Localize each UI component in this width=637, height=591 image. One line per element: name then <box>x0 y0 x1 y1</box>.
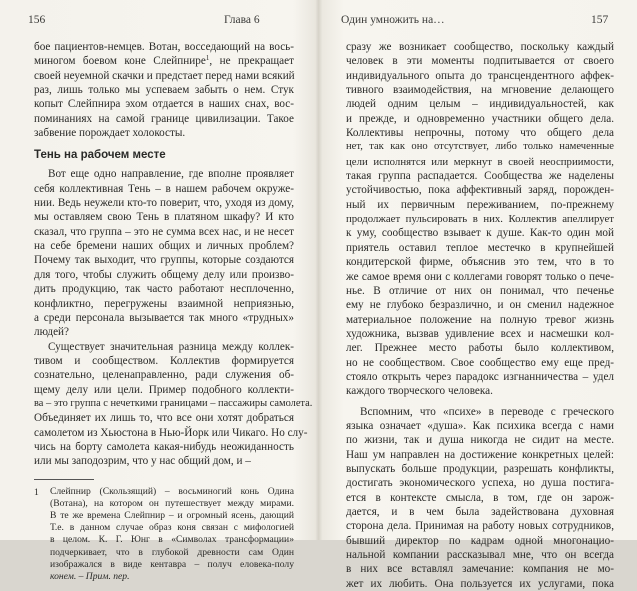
text-line: выпускать больше продукции, разрешать конфликты, <box>346 462 614 475</box>
text-line: а среди персонала вызывается так много «трудных» <box>34 311 294 324</box>
text-line: мы оставляем свою Тень в платяном шкафу? И кто <box>34 211 294 224</box>
footnote <box>34 486 294 584</box>
text-line: же самое время они с коллегами говорят только о пече- <box>346 270 614 283</box>
text-line: или мы заподозрим, что у нас общий дом, и – <box>34 455 251 468</box>
footnote-line: Слейпнир (Скользящий) – восьминогий конь Одина <box>50 485 294 497</box>
text-line: бывший директор по кадрам одной многонацио- <box>346 534 614 547</box>
text-line: сразу же возникает сообщество, поскольку каждый <box>346 41 614 53</box>
left-page <box>0 0 318 582</box>
text-line: цели исполнятся или меркнут в своей неосприимости, <box>346 155 614 168</box>
text-line: конфликтно, перегружены взаимной неприязнью, <box>34 297 294 310</box>
text-line: людей? <box>34 326 69 339</box>
footnote-line: (Вотана), на котором он путешествует между мирами. <box>50 497 294 509</box>
running-head-left: Глава 6 <box>224 14 260 26</box>
text-line: Объединяет их лишь то, что все они хотят добраться <box>34 412 294 425</box>
text-line: Вспомним, что «психе» в переводе с греческого <box>360 405 614 418</box>
text-line: нии. Ведь неужели кто-то поверит, что, уходя из дому, <box>34 197 294 210</box>
text-line: устойчивостью, пока аффективный заряд, порожден- <box>346 184 614 197</box>
text-line: поминаниях на самой границе цивилизации. Такое <box>34 112 294 125</box>
text-line: чись на борту самолета какая-нибудь неожиданность <box>34 440 294 453</box>
text-line: индивидуального опыта до трансцендентного аффек- <box>346 69 614 82</box>
text-line: по жизни, так и душа никогда не сидит на месте. <box>346 434 614 447</box>
text-line: самолетом из Хьюстона в Нью-Йорк или Чикаго. Но слу- <box>34 426 308 439</box>
text-line: но не сообществом. Свое сообщество ему еще пред- <box>346 356 614 369</box>
text-line: материальное положение на полную тревог жизнь <box>346 313 614 326</box>
text-line: художника, вызвав удивление всех и насмешки кол- <box>346 327 614 340</box>
text-line: для того, чтобы служить общему делу или произво- <box>34 268 294 281</box>
footnote-number: 1 <box>34 486 39 498</box>
text-line: жет их любить. Она пользуется их услугами, пока <box>346 577 614 590</box>
footnote-ref[interactable]: 1 <box>205 54 210 63</box>
footnote-divider <box>34 479 94 480</box>
footnote-line: Т.е. в данном случае образ коня связан с мифологией <box>50 522 294 534</box>
text-line: копыт Слейпнира эхом отдается в наших снах, вос- <box>34 98 294 111</box>
text-line: стояло открыть через парадокс изгнанничества – удел <box>346 370 614 383</box>
page-number-left: 156 <box>28 14 46 26</box>
text-line: тивного взаимодействия, на мгновение делающего <box>346 84 614 97</box>
right-page <box>319 0 637 590</box>
text-line: такая группа распадается. Сообщества же наделены <box>346 170 614 183</box>
text-line: ему не глубоко безразлично, и он сменил надежное <box>346 299 614 312</box>
text-line: лег. Прежнее место работы было коллективом, <box>346 342 614 355</box>
text-line: каждого творческого человека. <box>346 385 493 398</box>
text-line: на себе бремени наших общих и личных проблем? <box>34 240 294 253</box>
text-line: приятель оставил теплое местечко в крупнейшей <box>346 241 614 254</box>
text-line: Коллективы непрочны, потому что общего дела <box>346 127 614 140</box>
footnote-line: В те же времена Слейпнир – и огромный ясень, дающий <box>50 510 294 521</box>
footnote-text <box>50 486 294 584</box>
text-line: продолжает пульсировать в них. Коллектив апеллирует <box>346 213 614 226</box>
footnote-line: конем. – Прим. пер. <box>50 570 130 582</box>
text-line: себя коллективная Тень – в нашем рабочем окруже- <box>34 182 294 195</box>
text-line: в них все вставлял замечание: компания не мо- <box>346 563 614 576</box>
text-line: забвение порождает холокосты. <box>34 127 186 140</box>
text-line: миногом боевом коне Слейпнире$^1$, не прекращает <box>34 54 294 68</box>
text-line: Существует значительная разница между коллек- <box>48 340 294 353</box>
text-line: Наш ум направлен на достижение конкретных целей: <box>346 448 614 461</box>
right-body <box>346 40 614 591</box>
footnote-line: изображался в виде кентавра – получ еловека-полу <box>50 558 294 570</box>
text-line: щему делу или цели. Пример подобного коллекти- <box>34 383 294 396</box>
text-line: Почему так выходит, что группы, которые создаются <box>34 254 294 267</box>
text-line: сказал, что группа – это не сумма всех нас, и не несет <box>34 225 294 238</box>
text-line: раз, лишь только мы успеваем забыть о нем. Стук <box>34 84 294 97</box>
text-line: бое пациентов-немцев. Вотан, восседающий на вось- <box>34 41 294 53</box>
text-line: сознательно, целенаправленно, ради служения об- <box>34 369 294 382</box>
text-line: нет, так как оно отсутствует, либо только намеченные <box>346 141 614 153</box>
text-line: своей неуемной скачки и предстает перед нами всякий <box>34 69 295 82</box>
text-line: дить продукцию, так часто работают несплоченно, <box>34 283 294 296</box>
text-line: человек в эти моменты подпитывается от своего <box>346 55 614 68</box>
page-number-right: 157 <box>591 14 609 26</box>
text-line: к уму, сообщество взывает к душе. Как-то один мой <box>346 227 614 240</box>
text-line: нье. В отличие от них он понимал, что печенье <box>346 284 614 297</box>
text-line: достигать экономического успеха, но душа постига- <box>346 477 614 490</box>
footnote-line: подчеркивает, что в глубокой древности сам Один <box>50 546 294 558</box>
text-line: тивом и сообществом. Коллектив формируется <box>34 354 294 367</box>
text-line: сторона дела. Принимая на работу новых сотрудников, <box>346 520 614 533</box>
text-line: ный их первичным переживанием, по-прежнему <box>346 198 614 211</box>
text-line: Вот еще одно направление, где вполне проявляет <box>48 168 294 181</box>
text-line: ется в контексте смысла, в том, где он зарож- <box>346 491 614 504</box>
left-body <box>34 40 313 583</box>
text-line: и прежде, и одновременно участники общего дела. <box>346 112 614 125</box>
footnote-line: в целом. К. Г. Юнг в «Символах трансформации» <box>50 534 294 546</box>
text-line: языка означает «душа». Как психика всегда с нами <box>346 419 614 432</box>
section-heading: Тень на рабочем месте <box>34 149 166 162</box>
text-line: кондитерской фирме, объяснив это тем, что в то <box>346 256 614 269</box>
text-line: нальной компании рассказывал мне, что он всегда <box>346 549 614 562</box>
text-line: ва – это группа с нечеткими границами – пассажиры самолета. <box>34 397 313 409</box>
running-head-right: Один умножить на… <box>341 14 445 26</box>
text-line: дается, и в чем была задействована духовная <box>346 506 614 518</box>
text-line: людей одним целым – индивидуальностей, как <box>346 98 614 111</box>
